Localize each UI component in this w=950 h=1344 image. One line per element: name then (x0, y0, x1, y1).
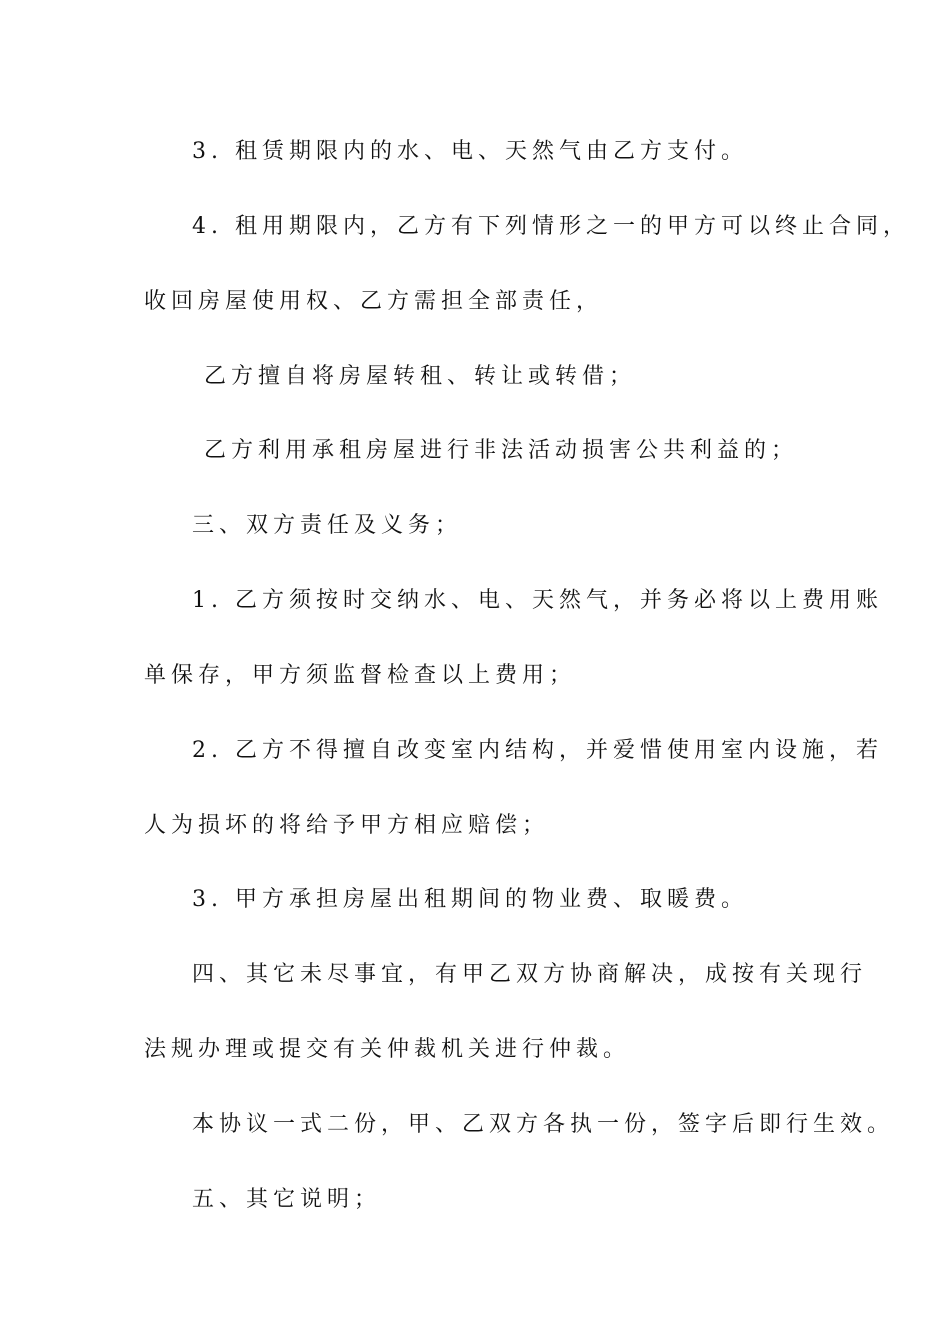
duty-1-pay-utilities: 1. 乙方须按时交纳水、电、天然气，并务必将以上费用账 (192, 588, 883, 613)
termination-case-illegal-activity: 乙方利用承租房屋进行非法活动损害公共利益的； (204, 438, 799, 463)
duty-2-no-structural-changes: 2. 乙方不得擅自改变室内结构，并爱惜使用室内设施，若 (192, 738, 883, 763)
duty-2-continued: 人为损坏的将给予甲方相应赔偿； (144, 813, 550, 838)
clause-4-termination-conditions: 4. 租用期限内，乙方有下列情形之一的甲方可以终止合同， (192, 214, 910, 239)
section-4-continued: 法规办理或提交有关仲裁机关进行仲裁。 (144, 1037, 631, 1062)
termination-case-sublet: 乙方擅自将房屋转租、转让或转借； (204, 364, 637, 389)
section-4-other-matters: 四、其它未尽事宜，有甲乙双方协商解决，成按有关现行 (192, 962, 868, 987)
clause-3-utilities-paid-by-party-b: 3. 租赁期限内的水、电、天然气由乙方支付。 (192, 139, 748, 164)
section-5-heading: 五、其它说明； (192, 1187, 382, 1212)
duty-3-property-and-heating-fees: 3. 甲方承担房屋出租期间的物业费、取暖费。 (192, 887, 748, 912)
clause-4-termination-continued: 收回房屋使用权、乙方需担全部责任， (144, 289, 604, 314)
section-3-heading: 三、双方责任及义务； (192, 513, 463, 538)
duty-1-continued: 单保存，甲方须监督检查以上费用； (144, 663, 577, 688)
agreement-copies-statement: 本协议一式二份，甲、乙双方各执一份，签字后即行生效。 (192, 1112, 895, 1137)
